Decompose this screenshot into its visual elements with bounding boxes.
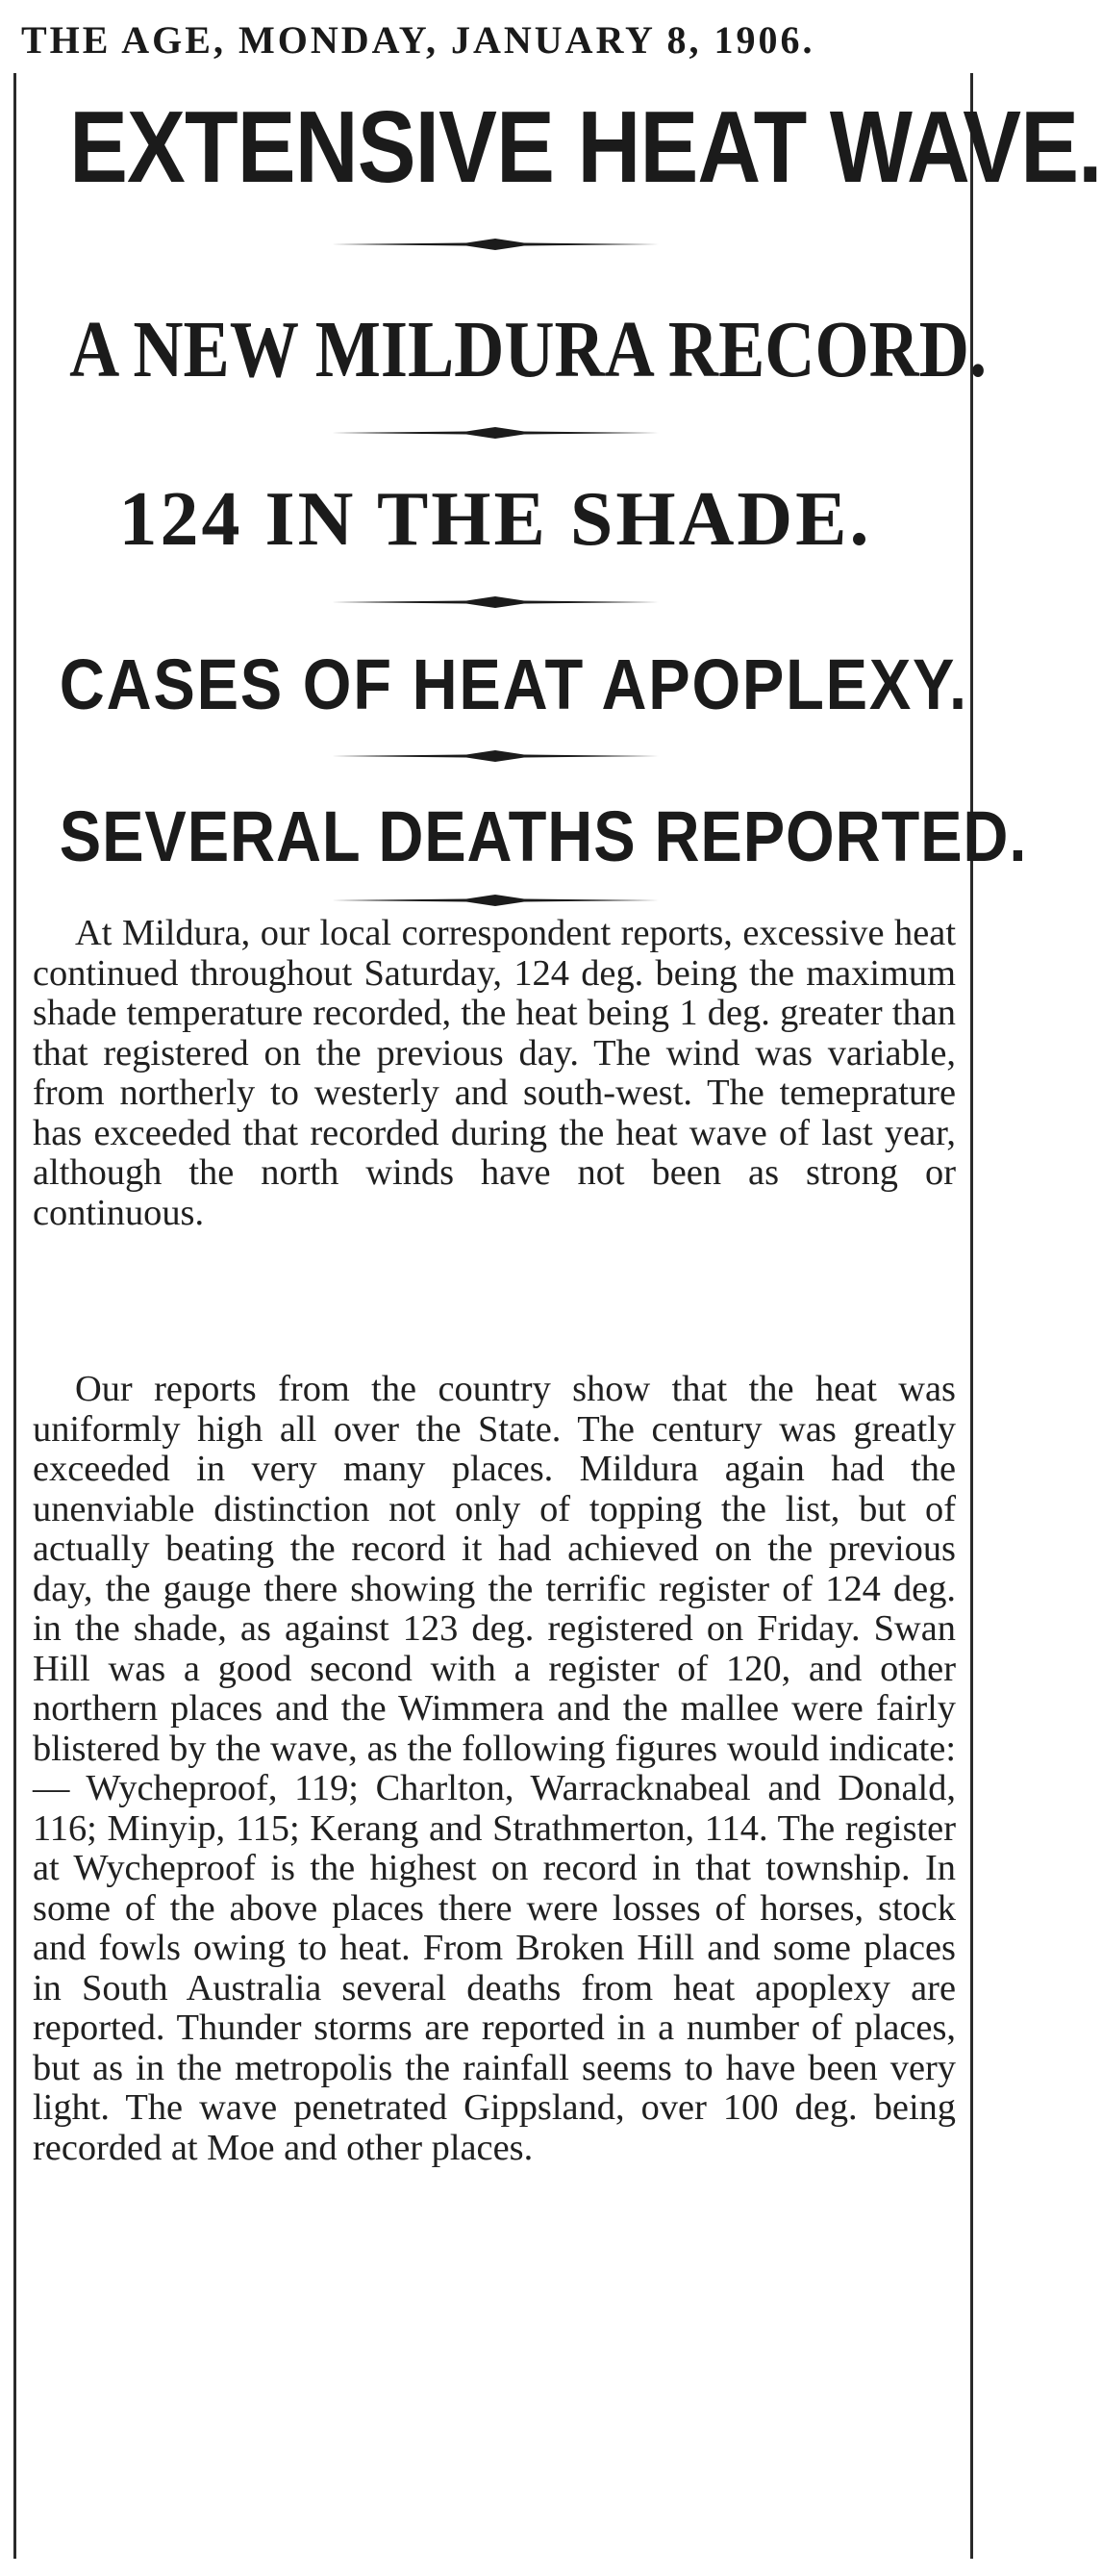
headline-divider: [332, 750, 659, 762]
fourth-headline: CASES OF HEAT APOPLEXY.: [59, 644, 968, 724]
paragraph-text: Our reports from the country show that the heat was uniformly high all over the State. The century was greatly exceeded in very many places. Mildura again had the unenviable distinction not only of topping the list, but of actually beating the record it had achieved on the previous day, the gauge there showing the terrific register of 124 deg. in the shade, as against 123 deg. registered on Friday. Swan Hill was a good second with a register of 120, and other northern places and the Wimmera and the mallee were fairly blistered by the wave, as the following figures would indicate:— Wycheproof, 119; Charlton, Warracknabeal and Donald, 116; Minyip, 115; Kerang and Strathmerton, 114. The register at Wycheproof is the highest on record in that township. In some of the above places there were losses of horses, stock and fowls owing to heat. From Broken Hill and some places in South Australia several deaths from heat apoplexy are reported. Thunder storms are reported in a number of places, but as in the metropolis the rainfall seems to have been very light. The wave penetrated Gippsland, over 100 deg. being recorded at Moe and other places.: [33, 1369, 956, 2168]
headline-divider: [332, 239, 659, 250]
paragraph-text: At Mildura, our local correspondent reports, excessive heat continued throughout Saturday, 124 deg. being the maximum shade temperature recorded, the heat being 1 deg. greater than that registered on the previous day. The wind was variable, from northerly to westerly and south-west. The temeprature has exceeded that recorded during the heat wave of last year, although the north winds have not been as strong or continuous.: [33, 913, 956, 1233]
second-headline: A NEW MILDURA RECORD.: [69, 305, 988, 394]
masthead: THE AGE, MONDAY, JANUARY 8, 1906.: [21, 18, 815, 62]
third-headline: 124 IN THE SHADE.: [118, 477, 872, 562]
headline-divider: [332, 895, 659, 906]
fifth-headline: SEVERAL DEATHS REPORTED.: [59, 796, 1028, 876]
article-paragraph-1: [33, 914, 956, 1366]
headline-divider: [332, 427, 659, 439]
main-headline: EXTENSIVE HEAT WAVE.: [69, 90, 1102, 204]
headline-divider: [332, 596, 659, 608]
article-paragraph-2: [33, 1370, 956, 2553]
